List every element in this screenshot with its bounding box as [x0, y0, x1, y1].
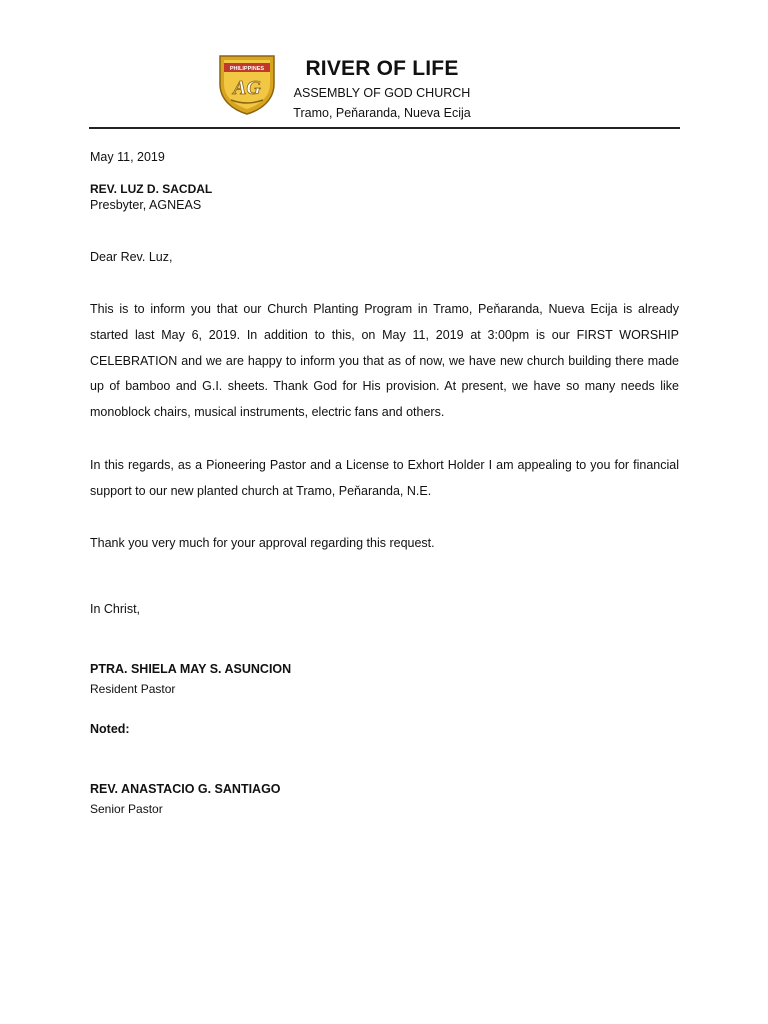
letter-date: May 11, 2019 — [90, 150, 165, 164]
paragraph-2: In this regards, as a Pioneering Pastor and a License to Exhort Holder I am appealing to you for financial support to our new planted church at Tramo, Peňaranda, N.E. — [90, 458, 679, 498]
signatory-name: PTRA. SHIELA MAY S. ASUNCION — [90, 662, 292, 676]
organization-name: RIVER OF LIFE — [305, 57, 459, 80]
closing: In Christ, — [90, 602, 141, 616]
recipient-title: Presbyter, AGNEAS — [90, 198, 202, 212]
paragraph-3: Thank you very much for your approval regarding this request. — [90, 536, 435, 550]
organization-address: Tramo, Peňaranda, Nueva Ecija — [293, 106, 471, 120]
organization-subtitle: ASSEMBLY OF GOD CHURCH — [293, 86, 471, 100]
letterhead-divider — [89, 127, 680, 129]
paragraph-1: This is to inform you that our Church Planting Program in Tramo, Peňaranda, Nueva Ecija is already started last May 6, 2019. In addition to this, on May 11, 2019 at 3:00pm is our FIRST WORSHIP CELEBRATION and we are happy to inform you that as of now, we have new church building there made up of bamboo and G.I. sheets. Thank God for His provision. At present, we have so many needs like monoblock chairs, musical instruments, electric fans and others. — [90, 302, 679, 420]
signatory-title: Resident Pastor — [90, 682, 176, 696]
logo-mark-text: AG — [233, 77, 261, 99]
noted-label: Noted: — [90, 722, 130, 736]
noter-title: Senior Pastor — [90, 802, 163, 816]
logo-ribbon-text: PHILIPPINES — [229, 66, 265, 72]
salutation: Dear Rev. Luz, — [90, 250, 173, 264]
noter-name: REV. ANASTACIO G. SANTIAGO — [90, 782, 281, 796]
recipient-name: REV. LUZ D. SACDAL — [90, 182, 213, 196]
